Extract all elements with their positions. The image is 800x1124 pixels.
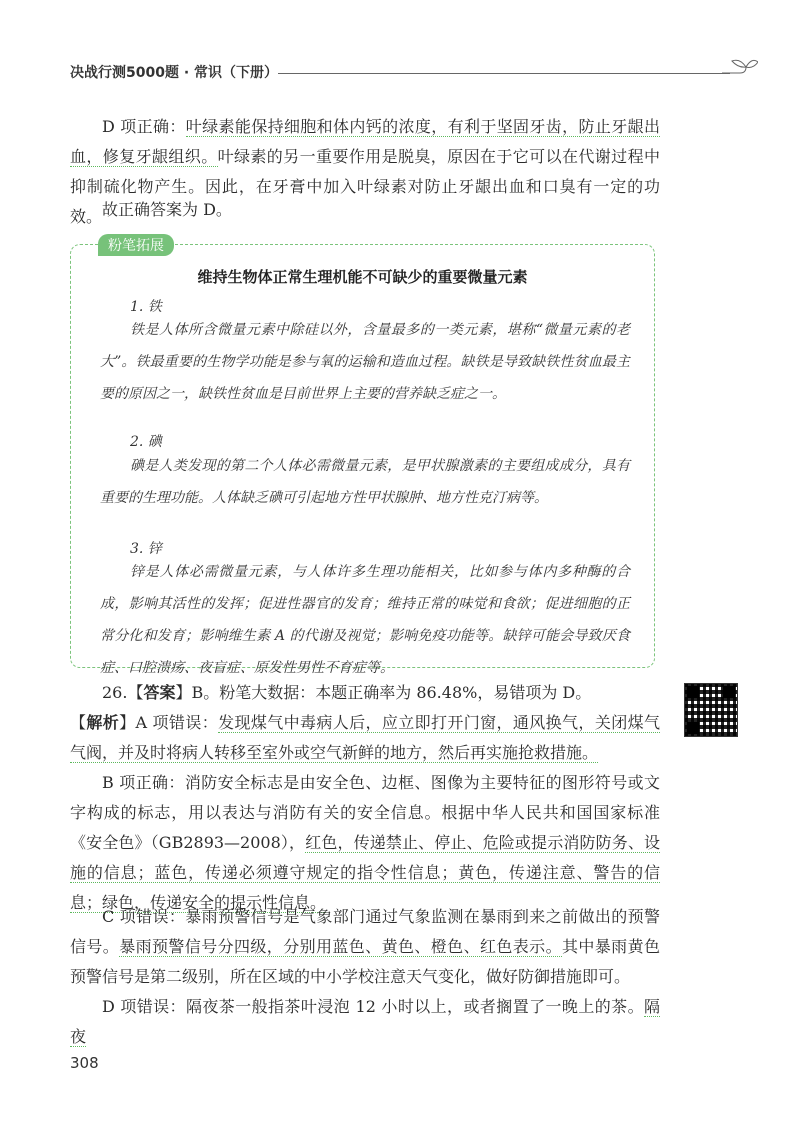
running-header — [70, 62, 750, 86]
answer-text: 】B。粉笔大数据：本题正确率为 86.48%，易错项为 D。 — [175, 683, 592, 702]
iodine-text: 碘是人类发现的第二个人体必需微量元素，是甲状腺激素的主要组成成分，具有重要的生理功能。人体缺乏碘可引起地方性甲状腺肿、地方性克汀病等。 — [100, 458, 630, 506]
option-d-rest: 叶绿素的另一重要作用是脱臭，原因在于它可以在代谢过程中抑制硫化物产生。因此，在牙膏中加入叶绿素对防止牙龈出血和口臭有一定的功效。 — [70, 147, 660, 226]
header-rule — [278, 73, 730, 74]
book-title: 决战行测5000题 · 常识（下册） — [70, 65, 279, 81]
highlighted-text: 叶绿素能保持细胞和体内钙的浓度，有利于坚固牙齿，防止牙龈出血，修复牙龈组织。 — [70, 117, 660, 166]
iodine-heading: 2. 碘 — [130, 434, 162, 450]
highlighted-text: 发现煤气中毒病人后，应立即打开门窗，通风换气，关闭煤气气阀，并及时将病人转移至室外或空气新鲜的地方，然后再实施抢救措施。 — [70, 713, 660, 762]
q26-answer — [70, 678, 660, 708]
option-c-text: C 项错误：暴雨预警信号是气象部门通过气象监测在暴雨到来之前做出的预警信号。 — [70, 907, 660, 956]
analysis-label: 解析 — [86, 713, 120, 732]
highlighted-text: 红色，传递禁止、停止、危险或提示消防防务、设施的信息；蓝色，传递必须遵守规定的指令性信息；黄色，传递注意、警告的信息；绿色，传递安全的提示性信息。 — [70, 833, 660, 912]
analysis-bracket: 【 — [70, 713, 87, 732]
highlighted-text: 隔夜 — [70, 997, 660, 1046]
option-a-lead: 】A 项错误： — [119, 713, 219, 732]
q26-option-c — [70, 902, 660, 992]
q26-option-d — [70, 992, 660, 1052]
page-number: 308 — [70, 1054, 99, 1072]
extension-label: 粉笔拓展 — [98, 234, 174, 256]
qr-code[interactable] — [684, 683, 738, 737]
iron-heading: 1. 铁 — [130, 299, 162, 315]
q26-option-b — [70, 768, 660, 918]
correct-answer-line: 故正确答案为 D。 — [102, 200, 232, 219]
option-d-lead: D 项正确： — [102, 117, 186, 136]
highlighted-text: 暴雨预警信号分四级，分别用蓝色、黄色、橙色、红色表示。 — [119, 937, 562, 956]
answer-label: 答案 — [143, 683, 176, 702]
iron-text: 铁是人体所含微量元素中除硅以外，含量最多的一类元素，堪称“微量元素的老大”。铁最重要的生物学功能是参与氧的运输和造血过程。缺铁是导致缺铁性贫血最主要的原因之一，缺铁性贫血是目前世界上主要的营养缺乏症之一。 — [100, 322, 630, 402]
option-d-text: D 项错误：隔夜茶一般指茶叶浸泡 12 小时以上，或者搁置了一晚上的茶。 — [102, 997, 644, 1016]
zinc-heading: 3. 锌 — [130, 541, 162, 557]
answer-number: 26.【 — [102, 683, 144, 702]
option-c-rest: 其中暴雨黄色预警信号是第二级别，所在区域的中小学校注意天气变化，做好防御措施即可。 — [70, 937, 660, 986]
option-b-text: B 项正确：消防安全标志是由安全色、边框、图像为主要特征的图形符号或文字构成的标志，用以表达与消防有关的安全信息。根据中华人民共和国国家标准《安全色》（GB2893—2008）， — [70, 773, 660, 852]
zinc-text: 锌是人体必需微量元素，与人体许多生理功能相关，比如参与体内多种酶的合成，影响其活性的发挥；促进性器官的发育；维持正常的味觉和食欲；促进细胞的正常分化和发育；影响维生素 A 的代谢及视觉；影响免疫功能等。缺锌可能会导致厌食症、口腔溃疡、夜盲症、原发性男性不育症等。 — [100, 564, 630, 676]
q26-analysis-a — [70, 708, 660, 768]
extension-title: 维持生物体正常生理机能不可缺少的重要微量元素 — [197, 268, 528, 286]
sprout-icon — [722, 54, 758, 80]
